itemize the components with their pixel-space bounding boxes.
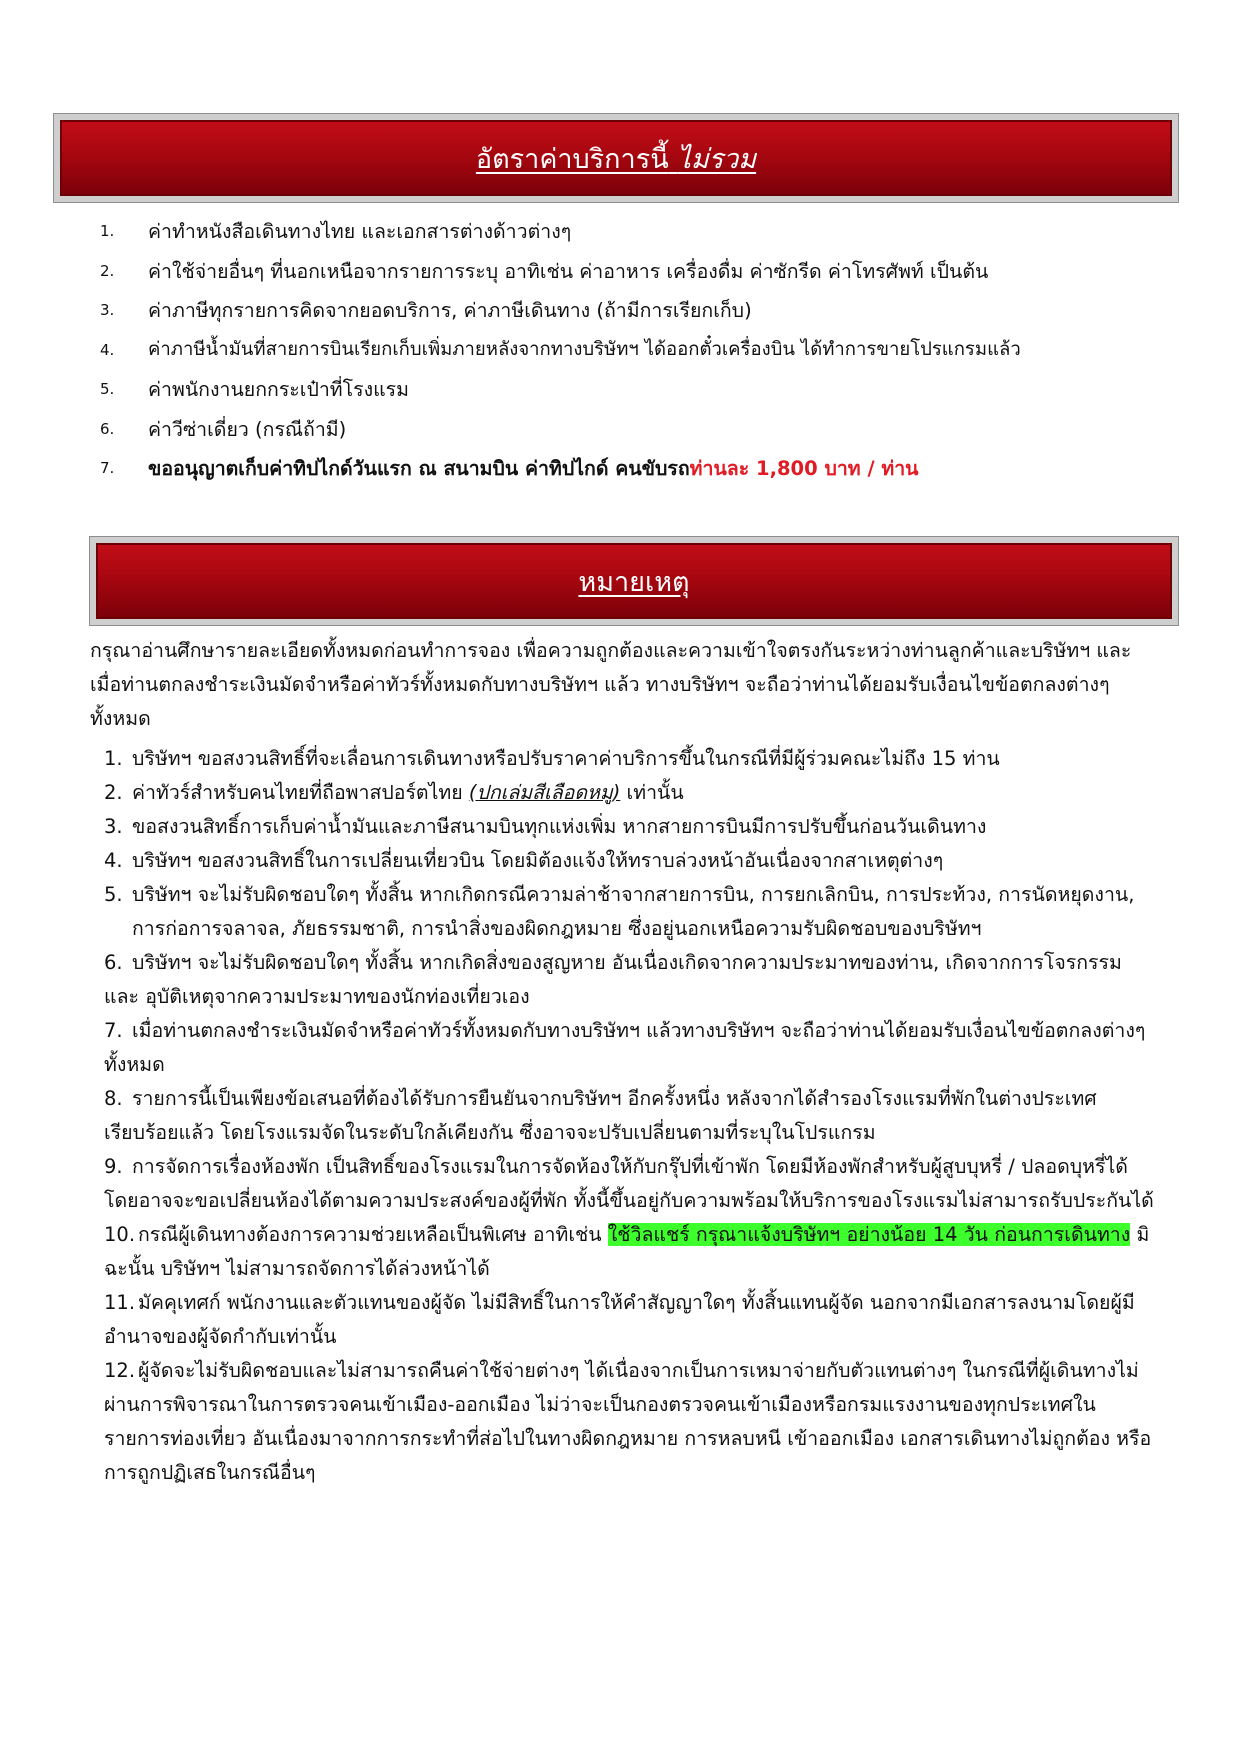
remarks-header-title: หมายเหตุ bbox=[578, 566, 690, 598]
list-item: 5. บริษัทฯ จะไม่รับผิดชอบใดๆ ทั้งสิ้น หากเกิดกรณีความล่าช้าจากสายการบิน, การยกเลิกบิน, การประท้วง, การนัดหยุดงาน, การก่อการจลาจล, ภัยธรรมชาติ, การนำสิ่งของผิดกฎหมาย ซึ่งอยู่นอกเหนือความรับผิดชอบของบริษัทฯ bbox=[104, 883, 1135, 940]
wheelchair-highlight: ใช้วิลแชร์ กรุณาแจ้งบริษัทฯ อย่างน้อย 14 วัน ก่อนการเดินทาง bbox=[607, 1223, 1131, 1246]
list-item: 3. ขอสงวนสิทธิ์การเก็บค่าน้ำมันและภาษีสนามบินทุกแห่งเพิ่ม หากสายการบินมีการปรับขึ้นก่อนวันเดินทาง bbox=[104, 815, 987, 838]
list-item: 9. การจัดการเรื่องห้องพัก เป็นสิทธิ์ของโรงแรมในการจัดห้องให้กับกรุ๊ปที่เข้าพัก โดยมีห้องพักสำหรับผู้สูบบุหรี่ / ปลอดบุหรี่ได้ โดยอาจจะขอเปลี่ยนห้องได้ตามความประสงค์ของผู้ที่พัก ทั้งนี้ขึ้นอยู่กับความพร้อมให้บริการของโรงแรมไม่สามารถรับประกันได้ bbox=[104, 1155, 1154, 1212]
tip-text: ขออนุญาตเก็บค่าทิปไกด์วันแรก ณ สนามบิน ค่าทิปไกด์ คนขับรถ bbox=[148, 457, 690, 480]
list-item: 6. บริษัทฯ จะไม่รับผิดชอบใดๆ ทั้งสิ้น หากเกิดสิ่งของสูญหาย อันเนื่องเกิดจากความประมาทของท่าน, เกิดจากการโจรกรรม และ อุบัติเหตุจากความประมาทของนักท่องเที่ยวเอง bbox=[104, 951, 1122, 1008]
list-item: 12. ผู้จัดจะไม่รับผิดชอบและไม่สามารถคืนค่าใช้จ่ายต่างๆ ได้เนื่องจากเป็นการเหมาจ่ายกับตัวแทนต่างๆ ในกรณีที่ผู้เดินทางไม่ผ่านการพิจารณาในการตรวจคนเข้าเมือง-ออกเมือง ไม่ว่าจะเป็นกองตรวจคนเข้าเมืองหรือกรมแรงงานของทุกประเทศในรายการท่องเที่ยว อันเนื่องมาจากการกระทำที่ส่อไปในทางผิดกฎหมาย การหลบหนี เข้าออกเมือง เอกสารเดินทางไม่ถูกต้อง หรือ การถูกปฏิเสธในกรณีอื่นๆ bbox=[104, 1359, 1152, 1484]
excluded-header-emphasis: ไม่รวม bbox=[677, 143, 757, 175]
list-item: 1. บริษัทฯ ขอสงวนสิทธิ์ที่จะเลื่อนการเดินทางหรือปรับราคาค่าบริการขึ้นในกรณีที่มีผู้ร่วมคณะไม่ถึง 15 ท่าน bbox=[104, 747, 1000, 770]
list-item: 3. ค่าภาษีทุกรายการคิดจากยอดบริการ, ค่าภาษีเดินทาง (ถ้ามีการเรียกเก็บ) bbox=[100, 299, 752, 322]
list-item: 7. ขออนุญาตเก็บค่าทิปไกด์วันแรก ณ สนามบิน ค่าทิปไกด์ คนขับรถ ท่านละ 1,800 บาท / ท่าน bbox=[100, 457, 919, 480]
remarks-intro: กรุณาอ่านศึกษารายละเอียดทั้งหมดก่อนทำการจอง เพื่อความถูกต้องและความเข้าใจตรงกันระหว่างท่านลูกค้าและบริษัทฯ และเมื่อท่านตกลงชำระเงินมัดจำหรือค่าทัวร์ทั้งหมดกับทางบริษัทฯ แล้ว ทางบริษัทฯ จะถือว่าท่านได้ยอมรับเงื่อนไขข้อตกลงต่างๆ ทั้งหมด bbox=[90, 639, 1132, 730]
remarks-body bbox=[90, 634, 1158, 1490]
list-item: 6. ค่าวีซ่าเดี่ยว (กรณีถ้ามี) bbox=[100, 417, 347, 441]
list-item: 8. รายการนี้เป็นเพียงข้อเสนอที่ต้องได้รับการยืนยันจากบริษัทฯ อีกครั้งหนึ่ง หลังจากได้สำรองโรงแรมที่พักในต่างประเทศเรียบร้อยแล้ว โดยโรงแรมจัดในระดับใกล้เคียงกัน ซึ่งอาจจะปรับเปลี่ยนตามที่ระบุในโปรแกรม bbox=[104, 1087, 1097, 1144]
list-item: 7. เมื่อท่านตกลงชำระเงินมัดจำหรือค่าทัวร์ทั้งหมดกับทางบริษัทฯ แล้วทางบริษัทฯ จะถือว่าท่านได้ยอมรับเงื่อนไขข้อตกลงต่างๆ ทั้งหมด bbox=[104, 1019, 1146, 1076]
excluded-list bbox=[100, 212, 1180, 489]
tip-price: ท่านละ 1,800 บาท / ท่าน bbox=[689, 457, 919, 480]
list-item: 4. บริษัทฯ ขอสงวนสิทธิ์ในการเปลี่ยนเที่ยวบิน โดยมิต้องแจ้งให้ทราบล่วงหน้าอันเนื่องจากสาเหตุต่างๆ bbox=[104, 849, 944, 872]
list-item: 2. ค่าทัวร์สำหรับคนไทยที่ถือพาสปอร์ตไทย (ปกเล่มสีเลือดหมู) เท่านั้น bbox=[104, 781, 684, 804]
excluded-header-title: อัตราค่าบริการนี้ ไม่รวม bbox=[475, 143, 757, 175]
passport-note: (ปกเล่มสีเลือดหมู) bbox=[468, 781, 621, 804]
excluded-header-banner bbox=[54, 114, 1178, 202]
list-item: 5. ค่าพนักงานยกกระเป๋าที่โรงแรม bbox=[100, 378, 409, 401]
remarks-header-banner bbox=[90, 537, 1178, 625]
list-item: 1. ค่าทำหนังสือเดินทางไทย และเอกสารต่างด้าวต่างๆ bbox=[100, 220, 572, 243]
list-item: 10. กรณีผู้เดินทางต้องการความช่วยเหลือเป็นพิเศษ อาทิเช่น ใช้วิลแชร์ กรุณาแจ้งบริษัทฯ อย่างน้อย 14 วัน ก่อนการเดินทาง มิฉะนั้น บริษัทฯ ไม่สามารถจัดการได้ล่วงหน้าได้ bbox=[104, 1223, 1150, 1280]
list-item: 4. ค่าภาษีน้ำมันที่สายการบินเรียกเก็บเพิ่มภายหลังจากทางบริษัทฯ ได้ออกตั๋วเครื่องบิน ได้ทำการขายโปรแกรมแล้ว bbox=[100, 339, 1021, 360]
list-item: 11. มัคคุเทศก์ พนักงานและตัวแทนของผู้จัด ไม่มีสิทธิ์ในการให้คำสัญญาใดๆ ทั้งสิ้นแทนผู้จัด นอกจากมีเอกสารลงนามโดยผู้มีอำนาจของผู้จัดกำกับเท่านั้น bbox=[104, 1291, 1135, 1348]
list-item: 2. ค่าใช้จ่ายอื่นๆ ที่นอกเหนือจากรายการระบุ อาทิเช่น ค่าอาหาร เครื่องดื่ม ค่าซักรีด ค่าโทรศัพท์ เป็นต้น bbox=[100, 259, 989, 283]
